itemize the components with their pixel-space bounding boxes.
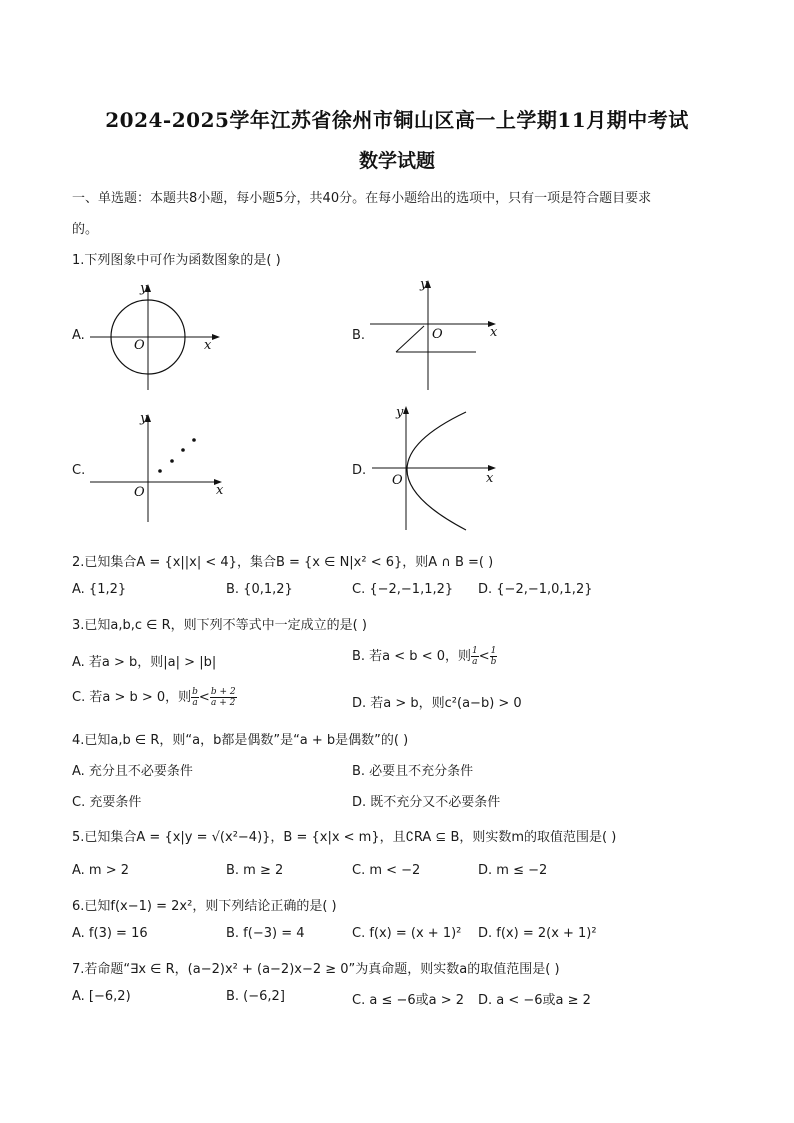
q5-option-c: C. m < −2 xyxy=(352,863,421,878)
q4-option-d: D. 既不充分又不必要条件 xyxy=(352,795,501,810)
graph-d-origin: O xyxy=(392,473,403,488)
graph-c-point-3 xyxy=(181,448,185,452)
q3-option-b-frac-2: $\frac{1}{b}$ xyxy=(490,646,497,667)
graph-c-origin: O xyxy=(134,485,145,500)
q4-option-c: C. 充要条件 xyxy=(72,795,142,810)
q4-option-a: A. 充分且不必要条件 xyxy=(72,764,193,779)
q4-option-b: B. 必要且不充分条件 xyxy=(352,764,474,779)
q6-option-a: A. f(3) = 16 xyxy=(72,926,148,941)
q6-option-c: C. f(x) = (x + 1)² xyxy=(352,926,462,941)
exam-subtitle: 数学试题 xyxy=(358,150,435,172)
q1-stem: 1.下列图象中可作为函数图象的是( ) xyxy=(72,253,281,268)
q1-label-c: C. xyxy=(72,463,86,478)
q5-option-d: D. m ≤ −2 xyxy=(478,863,548,878)
q3-option-d: D. 若a > b，则c²(a−b) > 0 xyxy=(352,696,522,711)
q3-option-c-lt: < xyxy=(198,690,210,705)
graph-a-x-label: x xyxy=(204,338,212,353)
graph-c-point-4 xyxy=(192,438,196,442)
graph-a-origin: O xyxy=(134,338,145,353)
q6-option-b: B. f(−3) = 4 xyxy=(226,926,305,941)
q3-option-c-frac-1: $\frac{b}{a}$ xyxy=(192,687,198,708)
q2-option-d: D. {−2,−1,0,1,2} xyxy=(478,582,593,597)
q3-stem: 3.已知a,b,c ∈ R，则下列不等式中一定成立的是( ) xyxy=(72,618,367,633)
graph-d-parabola xyxy=(370,404,510,532)
graph-b-x-label: x xyxy=(490,325,498,340)
q7-option-b: B. (−6,2] xyxy=(226,989,285,1004)
graph-d-x-label: x xyxy=(486,471,494,486)
q3-option-c-text: C. 若a > b > 0，则 xyxy=(72,690,192,705)
q1-label-a: A. xyxy=(72,328,85,343)
q5-option-a: A. m > 2 xyxy=(72,863,130,878)
q2-option-c: C. {−2,−1,1,2} xyxy=(352,582,454,597)
q3-option-c xyxy=(72,686,237,708)
graph-d-y-label: y xyxy=(396,405,404,420)
q2-option-a: A. {1,2} xyxy=(72,582,127,597)
q7-option-c: C. a ≤ −6或a > 2 xyxy=(352,993,465,1008)
graph-a-y-label: y xyxy=(140,281,148,296)
q3-option-b-text: B. 若a < b < 0，则 xyxy=(352,649,471,664)
q1-label-d: D. xyxy=(352,463,367,478)
graph-b-y-label: y xyxy=(420,277,428,292)
q4-stem: 4.已知a,b ∈ R，则“a，b都是偶数”是“a + b是偶数”的( ) xyxy=(72,733,409,748)
q5-stem: 5.已知集合A = {x|y = √(x²−4)}，B = {x|x < m}，且∁RA ⊆ B，则实数m的取值范围是( ) xyxy=(72,830,617,845)
q3-option-c-frac-2: $\frac{b + 2}{a + 2}$ xyxy=(210,687,236,708)
q6-stem: 6.已知f(x−1) = 2x²，则下列结论正确的是( ) xyxy=(72,899,337,914)
graph-c-point-1 xyxy=(158,469,162,473)
q1-label-b: B. xyxy=(352,328,366,343)
q2-option-b: B. {0,1,2} xyxy=(226,582,293,597)
q7-option-d: D. a < −6或a ≥ 2 xyxy=(478,993,591,1008)
graph-a-circle xyxy=(88,282,228,392)
exam-title: 2024-2025学年江苏省徐州市铜山区高一上学期11月期中考试 xyxy=(105,108,689,132)
graph-c-point-2 xyxy=(170,459,174,463)
q3-option-b xyxy=(352,645,497,667)
graph-c-points xyxy=(88,412,228,524)
graph-c-x-label: x xyxy=(216,483,224,498)
q3-option-a: A. 若a > b，则|a| > |b| xyxy=(72,655,217,670)
q7-stem: 7.若命题“∃x ∈ R，(a−2)x² + (a−2)x−2 ≥ 0”为真命题，则实数a的取值范围是( ) xyxy=(72,962,560,977)
graph-b-origin: O xyxy=(432,327,443,342)
q5-option-b: B. m ≥ 2 xyxy=(226,863,284,878)
graph-b-lines xyxy=(366,278,506,392)
q2-stem: 2.已知集合A = {x||x| < 4}，集合B = {x ∈ N|x² < 6}，则A ∩ B =( ) xyxy=(72,555,494,570)
section-instructions-cont: 的。 xyxy=(72,222,99,237)
q3-option-b-frac-1: $\frac{1}{a}$ xyxy=(472,646,478,667)
graph-c-y-label: y xyxy=(140,411,148,426)
q7-option-a: A. [−6,2) xyxy=(72,989,131,1004)
q3-option-b-lt: < xyxy=(478,649,490,664)
section-instructions: 一、单选题：本题共8小题，每小题5分，共40分。在每小题给出的选项中，只有一项是符合题目要求 xyxy=(72,191,652,206)
q6-option-d: D. f(x) = 2(x + 1)² xyxy=(478,926,597,941)
